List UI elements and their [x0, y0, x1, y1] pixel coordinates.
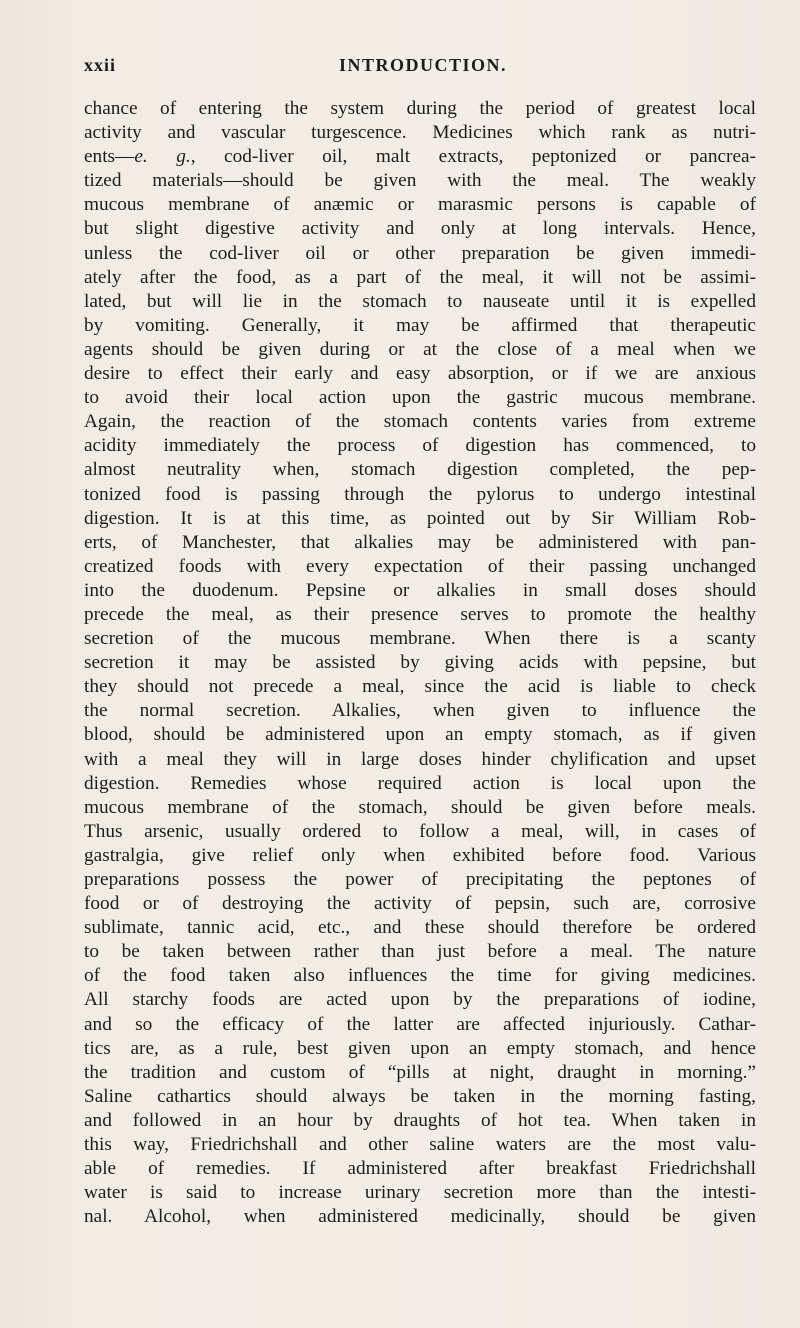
text-line: sublimate, tannic acid, etc., and these should therefore be ordered	[84, 917, 756, 939]
text-line: the normal secretion. Alkalies, when given to influence the	[84, 700, 756, 722]
text-line: by vomiting. Generally, it may be affirmed that therapeutic	[84, 314, 756, 336]
text-line: tics are, as a rule, best given upon an empty stomach, and hence	[84, 1037, 756, 1059]
text-line: activity and vascular turgescence. Medicines which rank as nutri-	[84, 122, 756, 144]
page-number: xxii	[84, 55, 117, 75]
text-line: and followed in an hour by draughts of hot tea. When taken in	[84, 1109, 756, 1131]
text-line: Saline cathartics should always be taken in the morning fasting,	[84, 1085, 756, 1107]
text-line: they should not precede a meal, since the acid is liable to check	[84, 676, 756, 698]
text-line: preparations possess the power of precipitating the peptones of	[84, 869, 756, 890]
text-line: unless the cod-liver oil or other preparation be given immedi-	[84, 242, 756, 264]
text-line: mucous membrane of the stomach, should be given before meals.	[84, 796, 756, 818]
text-line: nal. Alcohol, when administered medicinally, should be given	[84, 1206, 756, 1228]
text-line: secretion of the mucous membrane. When there is a scanty	[84, 628, 756, 650]
text-line: mucous membrane of anæmic or marasmic persons is capable of	[84, 194, 756, 216]
text-line: into the duodenum. Pepsine or alkalies in small doses should	[84, 579, 756, 601]
text-line: erts, of Manchester, that alkalies may be administered with pan-	[84, 531, 756, 553]
text-line: lated, but will lie in the stomach to nauseate until it is expelled	[84, 290, 756, 312]
text-line: with a meal they will in large doses hinder chylification and upset	[84, 748, 756, 770]
text-line: almost neutrality when, stomach digestion completed, the pep-	[84, 459, 756, 481]
text-line: tonized food is passing through the pylorus to undergo intestinal	[84, 483, 756, 505]
page-header	[84, 55, 756, 79]
text-line: Again, the reaction of the stomach contents varies from extreme	[84, 411, 756, 433]
text-line: secretion it may be assisted by giving acids with pepsine, but	[84, 652, 756, 674]
text-line: digestion. It is at this time, as pointed out by Sir William Rob-	[84, 507, 756, 529]
text-line: agents should be given during or at the close of a meal when we	[84, 338, 756, 360]
text-line: water is said to increase urinary secretion more than the intesti-	[84, 1182, 756, 1204]
text-line: but slight digestive activity and only at long intervals. Hence,	[84, 218, 756, 240]
text-line: ately after the food, as a part of the meal, it will not be assimi-	[84, 266, 756, 288]
text-line: ents—e. g., cod-liver oil, malt extracts, peptonized or pancrea-	[84, 146, 756, 168]
text-line: the tradition and custom of “pills at night, draught in morning.”	[84, 1061, 756, 1083]
text-line: digestion. Remedies whose required action is local upon the	[84, 772, 756, 794]
text-line: creatized foods with every expectation of their passing unchanged	[84, 555, 756, 577]
text-line: this way, Friedrichshall and other saline waters are the most valu-	[84, 1134, 756, 1156]
text-line: and so the efficacy of the latter are affected injuriously. Cathar-	[84, 1013, 756, 1035]
text-line: to avoid their local action upon the gastric mucous membrane.	[84, 387, 756, 409]
text-line: able of remedies. If administered after breakfast Friedrichshall	[84, 1158, 756, 1180]
text-line: blood, should be administered upon an empty stomach, as if given	[84, 724, 756, 746]
text-line: of the food taken also influences the time for giving medicines.	[84, 965, 756, 987]
text-line: acidity immediately the process of digestion has commenced, to	[84, 435, 756, 457]
text-line: precede the meal, as their presence serves to promote the healthy	[84, 603, 756, 625]
text-line: food or of destroying the activity of pepsin, such are, corrosive	[84, 893, 756, 915]
running-title: INTRODUCTION.	[339, 55, 508, 75]
text-line: tized materials—should be given with the meal. The weakly	[84, 170, 756, 192]
text-line: gastralgia, give relief only when exhibited before food. Various	[84, 844, 756, 866]
text-line: to be taken between rather than just before a meal. The nature	[84, 941, 756, 963]
text-line: desire to effect their early and easy absorption, or if we are anxious	[84, 363, 756, 385]
text-line: Thus arsenic, usually ordered to follow a meal, will, in cases of	[84, 820, 756, 842]
text-line: chance of entering the system during the period of greatest local	[84, 98, 756, 119]
body-paragraph	[84, 97, 756, 1229]
text-line: All starchy foods are acted upon by the preparations of iodine,	[84, 989, 756, 1011]
